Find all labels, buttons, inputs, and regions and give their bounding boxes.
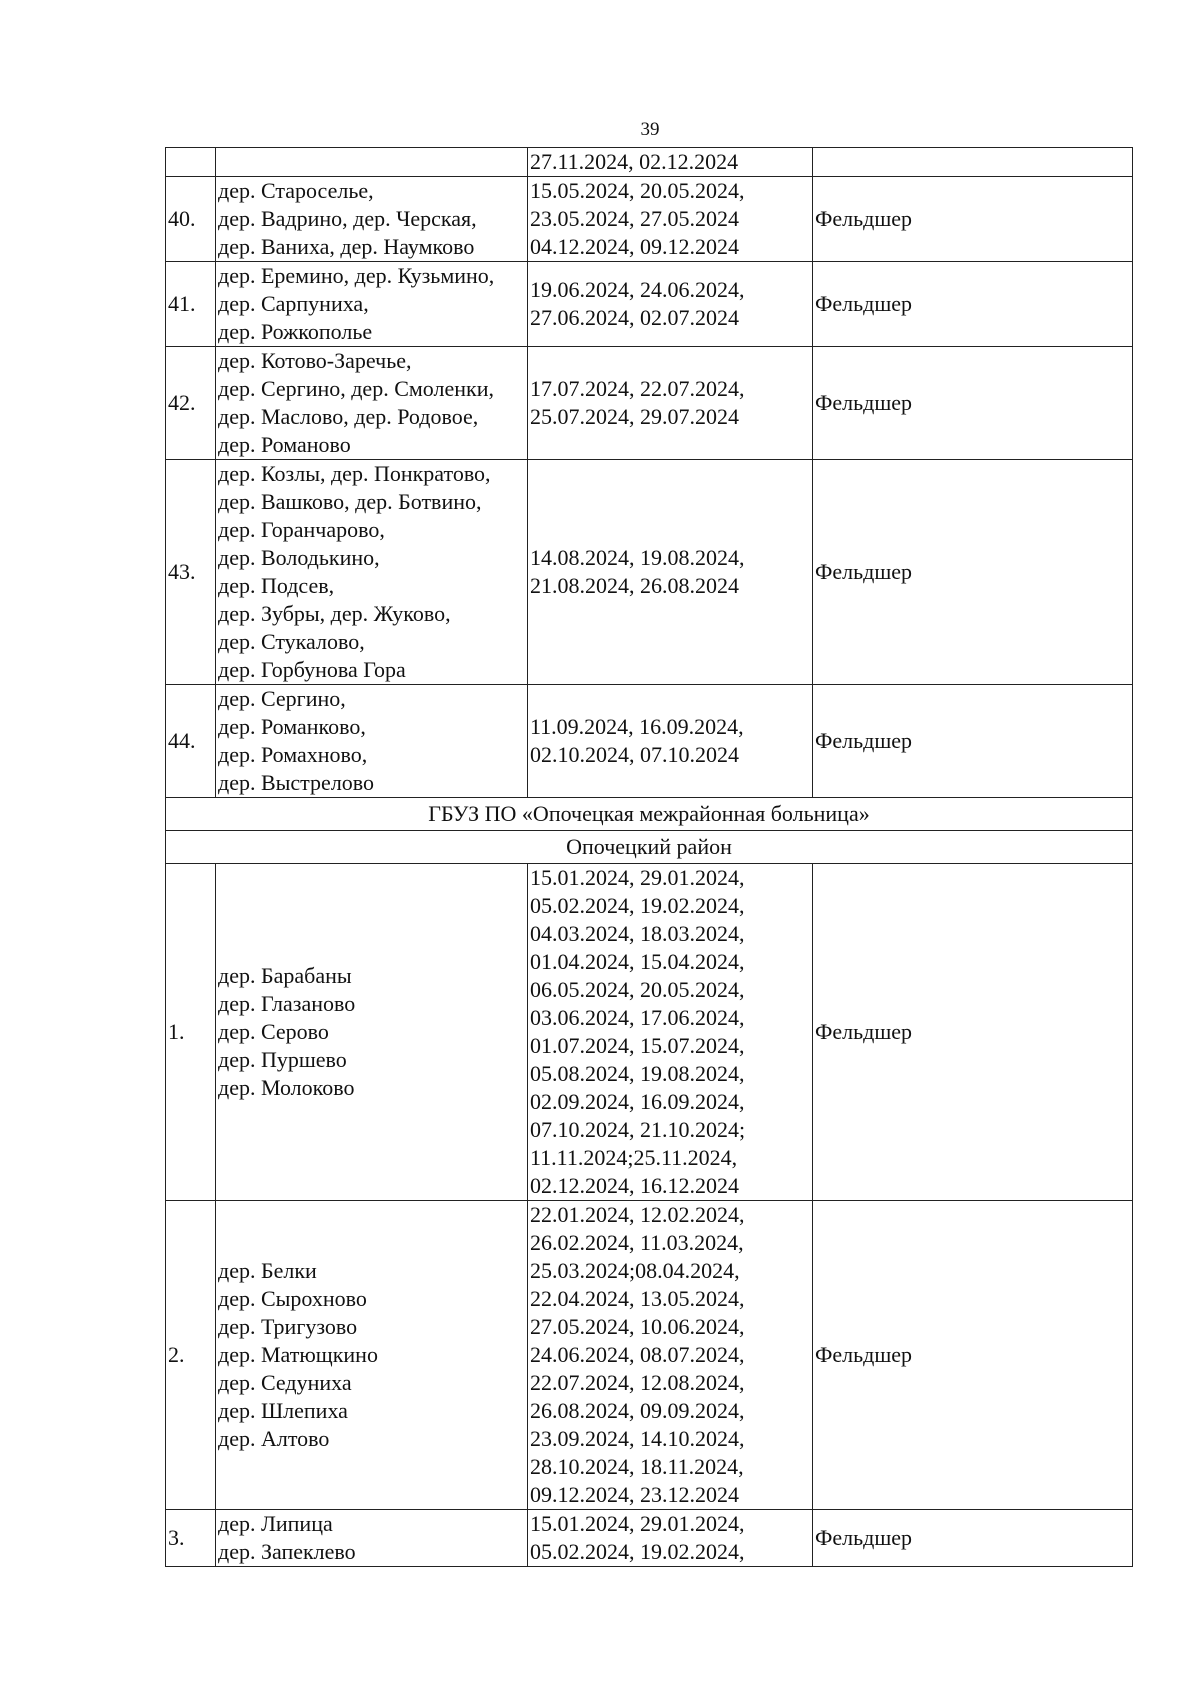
- table-row: [166, 685, 1133, 798]
- cell-villages: дер. Староселье, дер. Вадрино, дер. Черская, дер. Ваниха, дер. Наумково: [216, 177, 528, 262]
- cell-villages: дер. Липица дер. Запеклево: [216, 1510, 528, 1567]
- cell-dates: 22.01.2024, 12.02.2024, 26.02.2024, 11.03.2024, 25.03.2024;08.04.2024, 22.04.2024, 13.05.2024, 27.05.2024, 10.06.2024, 24.06.2024, 08.07.2024, 22.07.2024, 12.08.2024, 26.08.2024, 09.09.2024, 23.09.2024, 14.10.2024, 28.10.2024, 18.11.2024, 09.12.2024, 23.12.2024: [528, 1201, 813, 1510]
- section-institution: ГБУЗ ПО «Опочецкая межрайонная больница»: [166, 798, 1133, 831]
- cell-dates: 11.09.2024, 16.09.2024, 02.10.2024, 07.10.2024: [528, 685, 813, 798]
- cell-villages: дер. Сергино, дер. Романково, дер. Ромахново, дер. Выстрелово: [216, 685, 528, 798]
- cell-specialist: Фельдшер: [813, 177, 1133, 262]
- section-row-institution: [166, 798, 1133, 831]
- cell-specialist: Фельдшер: [813, 685, 1133, 798]
- table-row: [166, 262, 1133, 347]
- table-section-headers: [166, 798, 1133, 864]
- table-row: [166, 177, 1133, 262]
- cell-number: [166, 148, 216, 177]
- schedule-table: [165, 147, 1133, 1567]
- cell-dates: 19.06.2024, 24.06.2024, 27.06.2024, 02.07.2024: [528, 262, 813, 347]
- cell-dates: 15.01.2024, 29.01.2024, 05.02.2024, 19.02.2024, 04.03.2024, 18.03.2024, 01.04.2024, 15.04.2024, 06.05.2024, 20.05.2024, 03.06.2024, 17.06.2024, 01.07.2024, 15.07.2024, 05.08.2024, 19.08.2024, 02.09.2024, 16.09.2024, 07.10.2024, 21.10.2024; 11.11.2024;25.11.2024, 02.12.2024, 16.12.2024: [528, 864, 813, 1201]
- table-row: [166, 460, 1133, 685]
- cell-number: 2.: [166, 1201, 216, 1510]
- cell-number: 3.: [166, 1510, 216, 1567]
- cell-specialist: Фельдшер: [813, 864, 1133, 1201]
- cell-number: 44.: [166, 685, 216, 798]
- cell-dates: 15.01.2024, 29.01.2024, 05.02.2024, 19.02.2024,: [528, 1510, 813, 1567]
- cell-villages: дер. Еремино, дер. Кузьмино, дер. Сарпуниха, дер. Рожкополье: [216, 262, 528, 347]
- section-district: Опочецкий район: [166, 831, 1133, 864]
- cell-dates: 17.07.2024, 22.07.2024, 25.07.2024, 29.07.2024: [528, 347, 813, 460]
- cell-villages: дер. Козлы, дер. Понкратово, дер. Вашково, дер. Ботвино, дер. Горанчарово, дер. Володькино, дер. Подсев, дер. Зубры, дер. Жуково, дер. Стукалово, дер. Горбунова Гора: [216, 460, 528, 685]
- table-body-part-1: [166, 148, 1133, 798]
- cell-number: 42.: [166, 347, 216, 460]
- cell-specialist: Фельдшер: [813, 460, 1133, 685]
- section-row-district: [166, 831, 1133, 864]
- cell-number: 40.: [166, 177, 216, 262]
- cell-specialist: Фельдшер: [813, 1510, 1133, 1567]
- cell-villages: дер. Котово-Заречье, дер. Сергино, дер. Смоленки, дер. Маслово, дер. Родовое, дер. Романово: [216, 347, 528, 460]
- table-row: [166, 864, 1133, 1201]
- continuation-row: [166, 148, 1133, 177]
- cell-villages: дер. Белки дер. Сырохново дер. Тригузово дер. Матющкино дер. Седуниха дер. Шлепиха дер. Алтово: [216, 1201, 528, 1510]
- cell-specialist: Фельдшер: [813, 347, 1133, 460]
- cell-specialist: [813, 148, 1133, 177]
- cell-specialist: Фельдшер: [813, 262, 1133, 347]
- page-number: 39: [640, 119, 660, 140]
- table-body-part-2: [166, 864, 1133, 1567]
- cell-dates: 27.11.2024, 02.12.2024: [528, 148, 813, 177]
- cell-number: 41.: [166, 262, 216, 347]
- cell-number: 1.: [166, 864, 216, 1201]
- cell-dates: 15.05.2024, 20.05.2024, 23.05.2024, 27.05.2024 04.12.2024, 09.12.2024: [528, 177, 813, 262]
- table-row: [166, 1510, 1133, 1567]
- cell-dates: 14.08.2024, 19.08.2024, 21.08.2024, 26.08.2024: [528, 460, 813, 685]
- cell-specialist: Фельдшер: [813, 1201, 1133, 1510]
- cell-villages: [216, 148, 528, 177]
- table-row: [166, 347, 1133, 460]
- cell-number: 43.: [166, 460, 216, 685]
- table-row: [166, 1201, 1133, 1510]
- cell-villages: дер. Барабаны дер. Глазаново дер. Серово дер. Пуршево дер. Молоково: [216, 864, 528, 1201]
